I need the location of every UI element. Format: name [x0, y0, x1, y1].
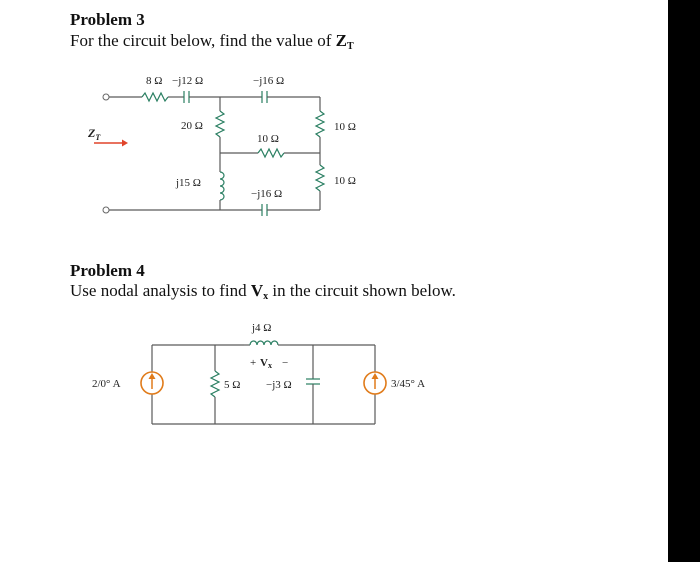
- terminal-top: [103, 94, 109, 100]
- inductor-j4: [250, 341, 278, 345]
- resistor-10-ohm-top-right: [316, 111, 324, 137]
- problem-4-prompt-tail: in the circuit shown below.: [268, 281, 456, 300]
- label-vx-minus: −: [282, 357, 289, 369]
- problem-4-heading: Problem 4: [70, 261, 145, 280]
- resistor-5-ohm: [211, 371, 219, 397]
- label-20-ohm: 20 Ω: [181, 120, 203, 132]
- capacitor-j16-top: [262, 91, 267, 103]
- problem-3-heading: Problem 3: [70, 10, 145, 29]
- capacitor-j12: [184, 91, 189, 103]
- label-j16-top: −j16 Ω: [253, 75, 285, 87]
- problem-4-prompt-lead: Use nodal analysis to find: [70, 281, 251, 300]
- terminal-bottom: [103, 207, 109, 213]
- label-j16-bottom: −j16 Ω: [251, 188, 283, 200]
- inductor-j15: [220, 172, 224, 200]
- label-j4: j4 Ω: [252, 322, 272, 334]
- label-j3: −j3 Ω: [266, 379, 292, 391]
- problem-3-prompt-lead: For the circuit below, find the value of: [70, 31, 336, 50]
- label-j12: −j12 Ω: [172, 75, 204, 87]
- resistor-8-ohm: [142, 93, 168, 101]
- problem-3-circuit: [87, 75, 356, 216]
- problem-3-target-symbol: Z: [335, 31, 347, 50]
- capacitor-j3: [306, 379, 320, 384]
- label-5-ohm: 5 Ω: [224, 379, 241, 391]
- problem-4-circuit: [92, 322, 425, 424]
- label-10-ohm-top-right: 10 Ω: [334, 121, 356, 133]
- problem-4-target-symbol: V: [250, 281, 264, 300]
- resistor-10-ohm-bottom-right: [316, 165, 324, 191]
- label-source-left: 2/0° A: [92, 378, 121, 390]
- problem-3-target-subscript: T: [346, 41, 354, 52]
- resistor-20-ohm: [216, 111, 224, 137]
- problem-4-target-subscript: x: [263, 291, 269, 302]
- label-vx-plus: +: [250, 357, 257, 369]
- label-j15: j15 Ω: [176, 177, 201, 189]
- zt-label: $Z_T$: [88, 126, 101, 142]
- label-source-right: 3/45° A: [391, 378, 426, 390]
- label-vx: Vx: [260, 357, 272, 370]
- zt-arrow-head: [122, 140, 128, 147]
- capacitor-j16-bottom: [262, 204, 267, 216]
- resistor-10-ohm-middle: [258, 149, 284, 157]
- label-10-ohm-bottom-right: 10 Ω: [334, 175, 356, 187]
- label-10-ohm-middle: 10 Ω: [257, 133, 279, 145]
- label-8-ohm: 8 Ω: [146, 75, 163, 87]
